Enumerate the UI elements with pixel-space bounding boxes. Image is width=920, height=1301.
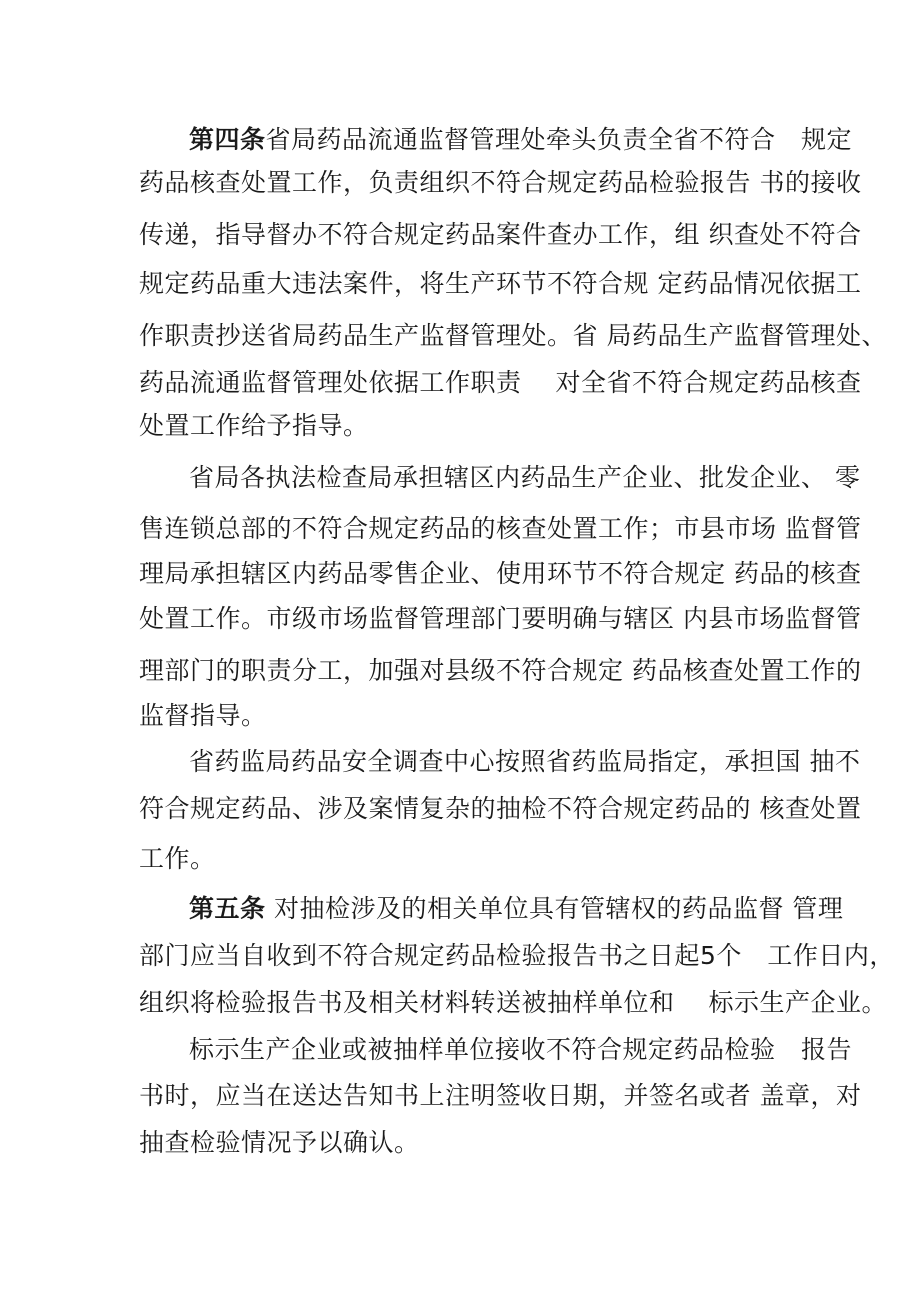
article4-p1-line: 药品核查处置工作，负责组织不符合规定药品检验报告 书的接收 <box>139 168 862 197</box>
article4-p1-text: 省局药品流通监督管理处牵头负责全省不符合 规定 <box>265 125 853 154</box>
article4-p2-line: 省局各执法检查局承担辖区内药品生产企业、批发企业、 零 <box>189 463 861 492</box>
article5-p1-text: 对抽检涉及的相关单位具有管辖权的药品监督 管理 <box>265 894 844 923</box>
article4-p3-line: 符合规定药品、涉及案情复杂的抽检不符合规定药品的 核查处置 <box>139 794 862 823</box>
article4-p2-line: 理局承担辖区内药品零售企业、使用环节不符合规定 药品的核查 <box>139 559 862 588</box>
article4-p2-line: 理部门的职责分工，加强对县级不符合规定 药品核查处置工作的 <box>139 656 862 685</box>
article4-p1-line: 处置工作给予指导。 <box>139 411 369 440</box>
article4-p1-line: 药品流通监督管理处依据工作职责 对全省不符合规定药品核查 <box>139 368 862 397</box>
article5-p1-line: 组织将检验报告书及相关材料转送被抽样单位和 标示生产企业。 <box>139 988 887 1017</box>
article4-p1-line: 规定药品重大违法案件，将生产环节不符合规 定药品情况依据工 <box>139 269 862 298</box>
article4-p1-line: 作职责抄送省局药品生产监督管理处。省 局药品生产监督管理处、 <box>139 321 887 350</box>
article4-p1-line: 传递，指导督办不符合规定药品案件查办工作，组 织查处不符合 <box>139 220 862 249</box>
article5-line-1 <box>189 891 844 927</box>
article5-p2-line: 抽查检验情况予以确认。 <box>139 1128 420 1157</box>
article4-p3-line: 工作。 <box>139 844 216 873</box>
article4-p2-line: 监督指导。 <box>139 701 267 730</box>
article5-p1-line: 部门应当自收到不符合规定药品检验报告书之日起5个 工作日内， <box>139 941 895 970</box>
article4-p3-line: 省药监局药品安全调查中心按照省药监局指定，承担国 抽不 <box>189 747 861 776</box>
article4-p2-line: 售连锁总部的不符合规定药品的核查处置工作；市县市场 监督管 <box>139 514 862 543</box>
article4-line-1 <box>189 122 853 158</box>
article5-heading: 第五条 <box>189 894 266 923</box>
article5-p2-line: 书时，应当在送达告知书上注明签收日期，并签名或者 盖章，对 <box>139 1081 862 1110</box>
article4-heading: 第四条 <box>189 125 266 154</box>
article4-p2-line: 处置工作。市级市场监督管理部门要明确与辖区 内县市场监督管 <box>139 604 862 633</box>
article5-p2-line: 标示生产企业或被抽样单位接收不符合规定药品检验 报告 <box>189 1035 853 1064</box>
